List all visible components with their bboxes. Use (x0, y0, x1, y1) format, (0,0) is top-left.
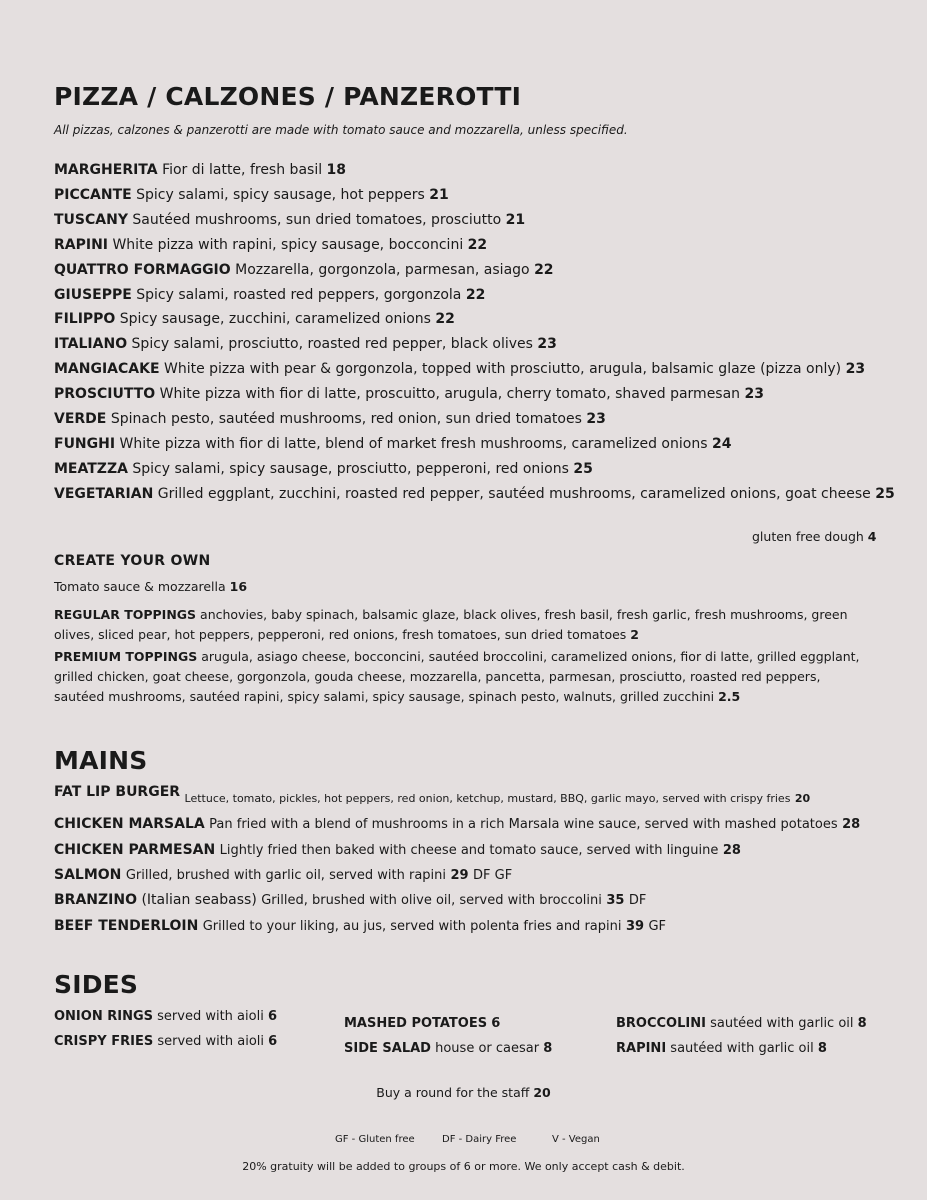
pizza-name: TUSCANY (54, 211, 128, 228)
pizza-description: Spinach pesto, sautéed mushrooms, red onion, sun dried tomatoes (110, 411, 582, 427)
pizza-description: Sautéed mushrooms, sun dried tomatoes, prosciutto (132, 211, 502, 228)
side-name: BROCCOLINI (616, 1016, 706, 1031)
pizza-item (54, 187, 449, 203)
side-item (616, 1041, 827, 1056)
pizza-description: White pizza with pear & gorgonzola, topped with prosciutto, arugula, balsamic glaze (pizza only) (164, 361, 842, 378)
create-your-own-title: CREATE YOUR OWN (54, 553, 211, 569)
side-price: 8 (857, 1016, 867, 1031)
pizza-name: PROSCIUTTO (54, 386, 156, 403)
main-diet-tags: DF (628, 893, 647, 908)
pizza-description: Spicy sausage, zucchini, caramelized onions (119, 311, 431, 328)
main-item (54, 784, 811, 805)
pizza-item (54, 486, 895, 502)
pizza-description: Spicy salami, spicy sausage, prosciutto, pepperoni, red onions (132, 460, 569, 477)
staff-round (0, 1085, 927, 1100)
regular-toppings-price: 2 (630, 627, 639, 642)
pizza-name: MARGHERITA (54, 162, 158, 178)
premium-toppings-price: 2.5 (718, 689, 741, 704)
pizza-price: 25 (875, 485, 895, 502)
pizza-section-title: PIZZA / CALZONES / PANZEROTTI (54, 82, 522, 111)
main-price: 28 (842, 817, 861, 832)
pizza-price: 25 (573, 460, 593, 477)
side-description: sautéed with garlic oil (670, 1041, 814, 1056)
footer-note: 20% gratuity will be added to groups of 6 or more. We only accept cash & debit. (242, 1160, 685, 1173)
main-item (54, 892, 646, 908)
pizza-item (54, 461, 593, 477)
side-description: house or caesar (435, 1041, 540, 1056)
side-name: ONION RINGS (54, 1009, 153, 1024)
gluten-free-price: 4 (867, 529, 877, 544)
main-price: 39 (625, 919, 645, 934)
side-description: served with aioli (157, 1034, 265, 1049)
main-diet-tags: DF GF (473, 868, 513, 883)
main-description: Lettuce, tomato, pickles, hot peppers, red onion, ketchup, mustard, BBQ, garlic mayo, served with crispy fries (184, 792, 791, 805)
side-name: SIDE SALAD (344, 1041, 431, 1056)
regular-toppings-title: REGULAR TOPPINGS (54, 607, 197, 622)
side-name: CRISPY FRIES (54, 1034, 154, 1049)
main-description: Lightly fried then baked with cheese and tomato sauce, served with linguine (219, 843, 719, 858)
pizza-item (54, 311, 455, 327)
main-description: Grilled, brushed with garlic oil, served with rapini (125, 868, 446, 883)
gluten-free-label: gluten free dough (752, 529, 864, 544)
pizza-item (54, 262, 554, 278)
sides-section-title: SIDES (54, 970, 139, 999)
main-item (54, 867, 512, 883)
pizza-name: QUATTRO FORMAGGIO (54, 261, 231, 278)
pizza-description: Spicy salami, prosciutto, roasted red pepper, black olives (131, 336, 533, 353)
create-base-label: Tomato sauce & mozzarella (54, 579, 226, 594)
side-item (616, 1016, 867, 1031)
pizza-note: All pizzas, calzones & panzerotti are made with tomato sauce and mozzarella, unless specified. (54, 123, 628, 137)
pizza-description: White pizza with rapini, spicy sausage, bocconcini (112, 236, 464, 253)
regular-toppings-list: anchovies, baby spinach, balsamic glaze, black olives, fresh basil, fresh garlic, fresh mushrooms, green olives, sliced pear, hot peppers, pepperoni, red onions, fresh tomatoes, sun dried tomatoes (54, 607, 848, 642)
pizza-item (54, 287, 485, 303)
staff-round-label: Buy a round for the staff (376, 1085, 530, 1100)
legend-gluten-free: GF - Gluten free (335, 1134, 415, 1145)
side-item (54, 1009, 277, 1024)
pizza-item (54, 212, 525, 228)
legend-dairy-free: DF - Dairy Free (442, 1134, 517, 1145)
pizza-name: ITALIANO (54, 336, 128, 353)
pizza-name: VERDE (54, 411, 107, 427)
legend-vegan: V - Vegan (552, 1134, 600, 1145)
pizza-price: 21 (505, 211, 526, 228)
side-price: 6 (491, 1016, 501, 1031)
main-name: SALMON (54, 867, 122, 883)
pizza-name: GIUSEPPE (54, 286, 132, 303)
main-item (54, 842, 741, 858)
main-name: FAT LIP BURGER (54, 784, 181, 800)
main-description: Grilled, brushed with olive oil, served with broccolini (261, 893, 602, 908)
main-description: Pan fried with a blend of mushrooms in a rich Marsala wine sauce, served with mashed potatoes (209, 817, 838, 832)
side-price: 8 (543, 1041, 553, 1056)
pizza-item (54, 411, 606, 427)
mains-section-title: MAINS (54, 746, 148, 775)
pizza-price: 23 (586, 411, 606, 427)
pizza-price: 24 (711, 435, 732, 452)
pizza-price: 18 (326, 162, 347, 178)
pizza-description: Fior di latte, fresh basil (162, 162, 323, 178)
main-name: CHICKEN MARSALA (54, 816, 205, 832)
side-item (54, 1034, 277, 1049)
premium-toppings-list: arugula, asiago cheese, bocconcini, sautéed broccolini, caramelized onions, fior di latte, grilled eggplant, grilled chicken, goat cheese, gorgonzola, gouda cheese, mozzarella, pancetta, parmesan, prosciutto, roasted red peppers, sautéed mushrooms, sautéed rapini, spicy salami, spicy sausage, spinach pesto, walnuts, grilled zucchini (54, 649, 860, 704)
side-item (344, 1016, 500, 1031)
pizza-name: MEATZZA (54, 460, 128, 477)
main-subtitle: (Italian seabass) (141, 892, 257, 908)
pizza-name: PICCANTE (54, 186, 132, 203)
gluten-free-option (752, 529, 877, 544)
pizza-name: RAPINI (54, 236, 109, 253)
pizza-name: FILIPPO (54, 311, 116, 328)
pizza-item (54, 386, 764, 402)
main-item (54, 918, 666, 934)
side-price: 6 (268, 1034, 278, 1049)
staff-round-price: 20 (533, 1085, 551, 1100)
pizza-price: 21 (429, 186, 449, 203)
pizza-description: White pizza with fior di latte, blend of market fresh mushrooms, caramelized onions (119, 435, 708, 452)
create-base (54, 579, 247, 594)
pizza-price: 22 (435, 311, 455, 328)
side-item (344, 1041, 552, 1056)
main-name: CHICKEN PARMESAN (54, 842, 216, 858)
create-base-price: 16 (229, 579, 248, 594)
side-description: served with aioli (157, 1009, 264, 1024)
main-name: BEEF TENDERLOIN (54, 918, 199, 934)
pizza-name: FUNGHI (54, 435, 116, 452)
pizza-price: 22 (467, 236, 488, 253)
main-price: 35 (606, 893, 625, 908)
pizza-item (54, 237, 487, 253)
pizza-item (54, 162, 346, 178)
side-description: sautéed with garlic oil (710, 1016, 854, 1031)
pizza-description: Mozzarella, gorgonzola, parmesan, asiago (235, 261, 530, 278)
main-name: BRANZINO (54, 892, 137, 908)
pizza-description: Grilled eggplant, zucchini, roasted red pepper, sautéed mushrooms, caramelized onions, goat cheese (157, 485, 871, 502)
regular-toppings (54, 605, 869, 645)
pizza-price: 22 (534, 261, 554, 278)
side-name: MASHED POTATOES (344, 1016, 488, 1031)
premium-toppings-title: PREMIUM TOPPINGS (54, 649, 198, 664)
main-description: Grilled to your liking, au jus, served with polenta fries and rapini (202, 919, 622, 934)
pizza-price: 23 (845, 361, 866, 378)
pizza-item (54, 436, 731, 452)
pizza-name: MANGIACAKE (54, 361, 160, 378)
side-price: 6 (267, 1009, 277, 1024)
pizza-price: 22 (465, 286, 486, 303)
pizza-item (54, 336, 557, 352)
pizza-price: 23 (744, 386, 764, 403)
pizza-price: 23 (537, 336, 557, 353)
side-name: RAPINI (616, 1041, 667, 1056)
pizza-item (54, 361, 865, 377)
main-price: 29 (450, 868, 469, 883)
side-price: 8 (817, 1041, 827, 1056)
main-item (54, 816, 860, 832)
premium-toppings (54, 647, 869, 707)
main-price: 28 (722, 843, 741, 858)
pizza-description: Spicy salami, roasted red peppers, gorgonzola (136, 286, 462, 303)
pizza-name: VEGETARIAN (54, 485, 154, 502)
pizza-description: Spicy salami, spicy sausage, hot peppers (136, 186, 425, 203)
pizza-description: White pizza with fior di latte, proscuitto, arugula, cherry tomato, shaved parmesan (159, 386, 741, 403)
main-diet-tags: GF (648, 919, 667, 934)
main-price: 20 (794, 792, 811, 805)
